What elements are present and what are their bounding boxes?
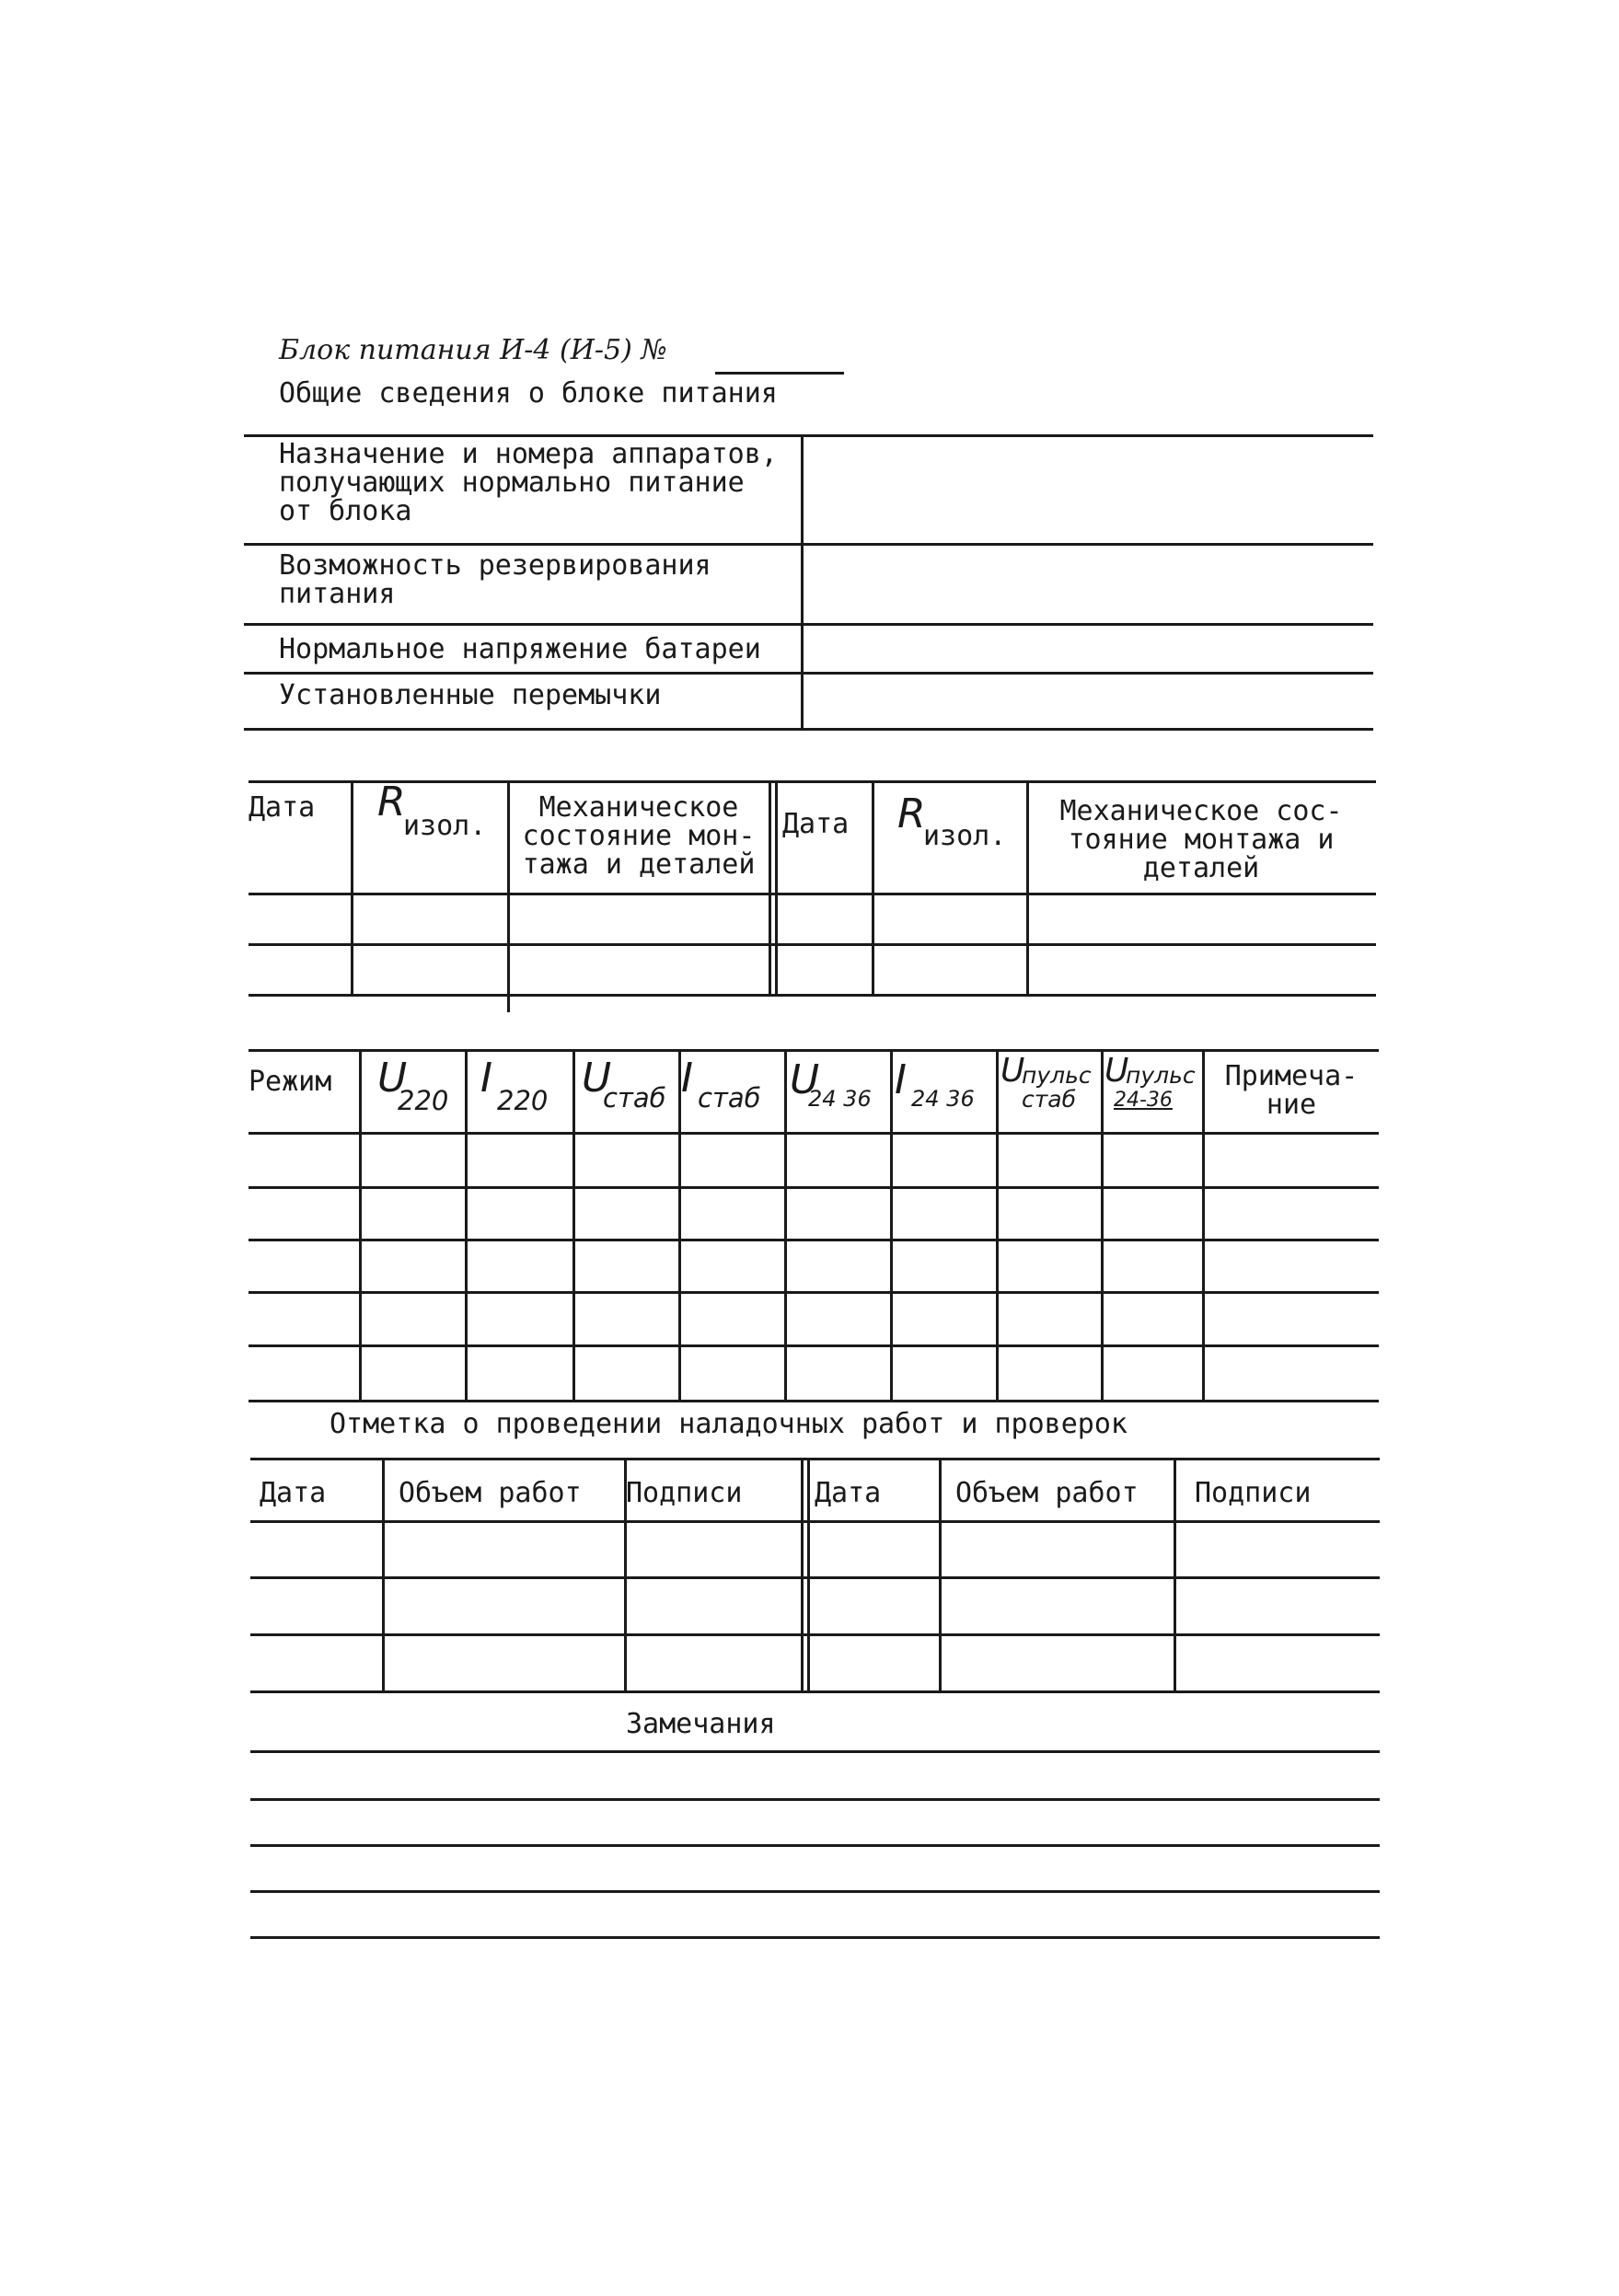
general-value-battery-voltage[interactable] — [806, 627, 1370, 669]
insulation-header-r-sub-left: изол. — [403, 810, 487, 842]
measure-header-upuls-stab-sub2: стаб — [1022, 1086, 1077, 1113]
insulation-header-date-left: Дата — [249, 791, 316, 824]
measure-header-ustab-sub: стаб — [603, 1082, 666, 1113]
form-subtitle: Общие сведения о блоке питания — [279, 377, 778, 410]
remarks-line-3[interactable] — [250, 1844, 1380, 1847]
measure-header-upuls-stab-sub1: пульс — [1022, 1062, 1092, 1089]
number-blank-line[interactable] — [715, 372, 844, 375]
remarks-line-4[interactable] — [250, 1890, 1380, 1893]
general-label-jumpers: Установленные перемычки — [279, 679, 662, 711]
measure-header-istab: I — [681, 1055, 693, 1102]
measure-header-u220-sub: 220 — [398, 1085, 449, 1116]
commissioning-header-date-right: Дата — [815, 1477, 882, 1509]
measure-header-u220: U — [377, 1055, 408, 1102]
measure-header-upuls-2436-sub1: пульс — [1126, 1062, 1196, 1089]
measure-header-mode: Режим — [249, 1066, 332, 1098]
general-label-backup: Возможность резервирования питания — [279, 549, 711, 610]
measure-header-upuls-2436: U — [1104, 1052, 1129, 1090]
general-label-battery-voltage: Нормальное напряжение батареи — [279, 633, 761, 665]
measure-header-upuls-2436-sub2: 24-36 — [1114, 1089, 1173, 1112]
commissioning-header-date-left: Дата — [260, 1477, 327, 1509]
remarks-line-5[interactable] — [250, 1936, 1380, 1939]
remarks-line-2[interactable] — [250, 1798, 1380, 1801]
measure-header-u2436-sub: 24 36 — [808, 1086, 872, 1112]
general-value-jumpers[interactable] — [806, 675, 1370, 725]
general-value-backup[interactable] — [806, 547, 1370, 620]
measure-header-i2436: I — [895, 1056, 907, 1103]
general-value-purpose[interactable] — [806, 438, 1370, 539]
form-title: Блок питания И-4 (И-5) № — [279, 334, 667, 366]
commissioning-header-scope-right: Объем работ — [955, 1477, 1139, 1509]
measure-header-i2436-sub: 24 36 — [911, 1086, 975, 1112]
commissioning-header-sign-left: Подписи — [626, 1477, 743, 1509]
commissioning-title: Отметка о проведении наладочных работ и проверок — [330, 1408, 1128, 1440]
insulation-header-r-right: R — [897, 790, 926, 837]
measure-header-istab-sub: стаб — [698, 1082, 761, 1113]
remarks-line-1[interactable] — [250, 1750, 1380, 1753]
commissioning-header-scope-left: Объем работ — [399, 1477, 582, 1509]
commissioning-header-sign-right: Подписи — [1195, 1477, 1312, 1509]
remarks-title: Замечания — [626, 1708, 776, 1740]
insulation-header-date-right: Дата — [782, 808, 850, 840]
measure-header-note: Примеча- ние — [1224, 1060, 1359, 1121]
general-label-purpose: Назначение и номера аппаратов, получающих нормально питание от блока — [279, 438, 778, 527]
insulation-header-mech-right: Механическое сос- тояние монтажа и деталей — [1059, 795, 1343, 884]
measure-header-i220: I — [480, 1055, 492, 1102]
insulation-header-r-sub-right: изол. — [923, 820, 1007, 852]
measure-header-u2436: U — [790, 1056, 820, 1103]
measure-header-i220-sub: 220 — [497, 1085, 549, 1116]
measure-header-upuls-stab: U — [1000, 1052, 1025, 1090]
insulation-header-mech-left: Механическое состояние мон- тажа и деталей — [522, 791, 756, 881]
measure-header-ustab: U — [582, 1055, 612, 1102]
insulation-header-r-left: R — [377, 779, 406, 825]
